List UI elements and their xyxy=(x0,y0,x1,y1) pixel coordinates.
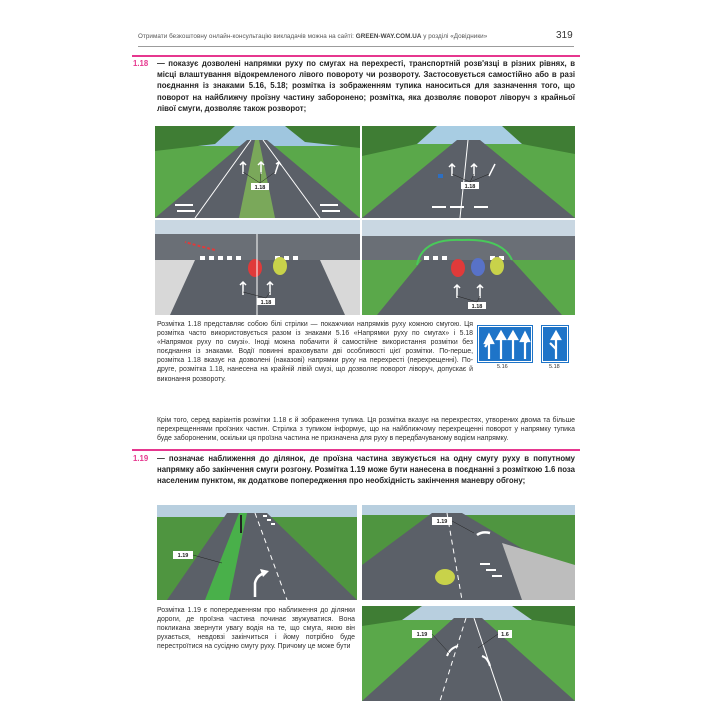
section-119-para-wrap xyxy=(157,606,355,652)
label-119-c: 1.19 xyxy=(416,632,428,638)
section-118-para1 xyxy=(157,320,473,385)
page-header xyxy=(138,33,578,45)
scene-118-left-turn xyxy=(362,126,575,218)
section-code-118: 1.18 xyxy=(133,59,149,68)
section-code-119: 1.19 xyxy=(133,454,149,463)
section-118-paragraph-2: Крім того, серед варіантів розмітки 1.18 є й зображення тупика. Ця розмітка вказує на перехрестях, утворених двома та більше перехрещеннями проїзних частин. Стрілка з тупиком інформує, що на найближчому перехрещенні поворот у напрямку тупика буде забороненим, оскільки ця проїзна частина не призначена для руху в передбачуваному водієм напрямку. xyxy=(157,417,575,443)
label-16: 1.6 xyxy=(501,632,509,638)
section-118-para2-wrap xyxy=(157,416,575,444)
sign-518 xyxy=(542,326,568,362)
label-119-a: 1.19 xyxy=(177,553,189,559)
section-118-paragraph-1: Розмітка 1.18 представляє собою білі стрілки — покажчики напрямків руху кожною смугою. Ця розмітка часто використовується разом із знаками 5.16 «Напрямки руху по смугах» і 5.18 «Напрямок руху по смузі». Іноді можна побачити й самостійне використання розмітки без поєднання із знаками. Водії повинні враховувати дві особливості цієї розмітки. По-перше, розмітка 1.18 вказує на дозволені (наказові) напрямки руху на перехресті (перехрещенні). По-друге, розмітка 1.18, нанесена на крайній лівій смузі, що дозволяє поворот ліворуч, допускає й виконання розвороту. xyxy=(157,321,473,383)
header-divider xyxy=(138,46,574,47)
label-118-a: 1.18 xyxy=(254,185,266,191)
header-text-end: у розділі «Довідники» xyxy=(421,33,488,40)
section-118-intro: — показує дозволені напрямки руху по смугах на перехресті, транспортній розв'язці в різних рівнях, в місці влаштування відокремленого лівого повороту чи розвороту. Застосовується самостійно або в разі поєднання із знаками 5.16, 5.18; розмітка із зображенням тупика наноситься для зазначення того, що поворот на найближчу проїзну частину заборонено; розмітка, яка дозволяє поворот ліворуч з крайньої лівої смуги, дозволяє також розворот; xyxy=(157,59,575,113)
header-text: Отримати безкоштовну онлайн-консультацію викладачів можна на сайті: xyxy=(138,33,356,40)
label-118-b: 1.18 xyxy=(464,184,476,190)
scene-118-intersection xyxy=(155,220,360,315)
scene-118-straight-lanes xyxy=(155,126,360,218)
page-number: 319 xyxy=(556,30,573,41)
scene-119-narrowing-overtake xyxy=(362,606,575,701)
section-divider-top xyxy=(132,55,580,57)
label-119-b: 1.19 xyxy=(436,519,448,525)
header-site[interactable]: GREEN-WAY.COM.UA xyxy=(355,33,422,40)
scene-118-uturn xyxy=(362,220,575,315)
sign-label-518: 5.18 xyxy=(549,364,560,370)
sign-516 xyxy=(478,326,532,362)
section-119-paragraph: Розмітка 1.19 є попередженням про наближення до ділянки дороги, де проїзна частина починає звужуватися. Вона покликана звернути увагу водія на те, що смуга, якою він рухається, невдовзі закінчиться і йому потрібно буде перестроїтися на сусідню смугу руху. Причому це може бути xyxy=(157,607,355,651)
scene-119-car-merge xyxy=(362,505,575,600)
scene-119-narrowing-left xyxy=(157,505,357,600)
section-divider-middle xyxy=(132,449,580,451)
sign-label-516: 5.16 xyxy=(497,364,508,370)
label-118-d: 1.18 xyxy=(471,304,483,310)
section-119-intro: — позначає наближення до ділянок, де проїзна частина звужується на одну смугу руху в попутному напрямку або закінчення смуги розгону. Розмітка 1.19 може бути нанесена в поєднанні з розміткою 1.6 поза населеним пунктом, як додаткове попередження про необхідність закінчення маневру обгону; xyxy=(157,454,575,486)
label-118-c: 1.18 xyxy=(260,300,272,306)
road-signs-group xyxy=(476,326,576,372)
